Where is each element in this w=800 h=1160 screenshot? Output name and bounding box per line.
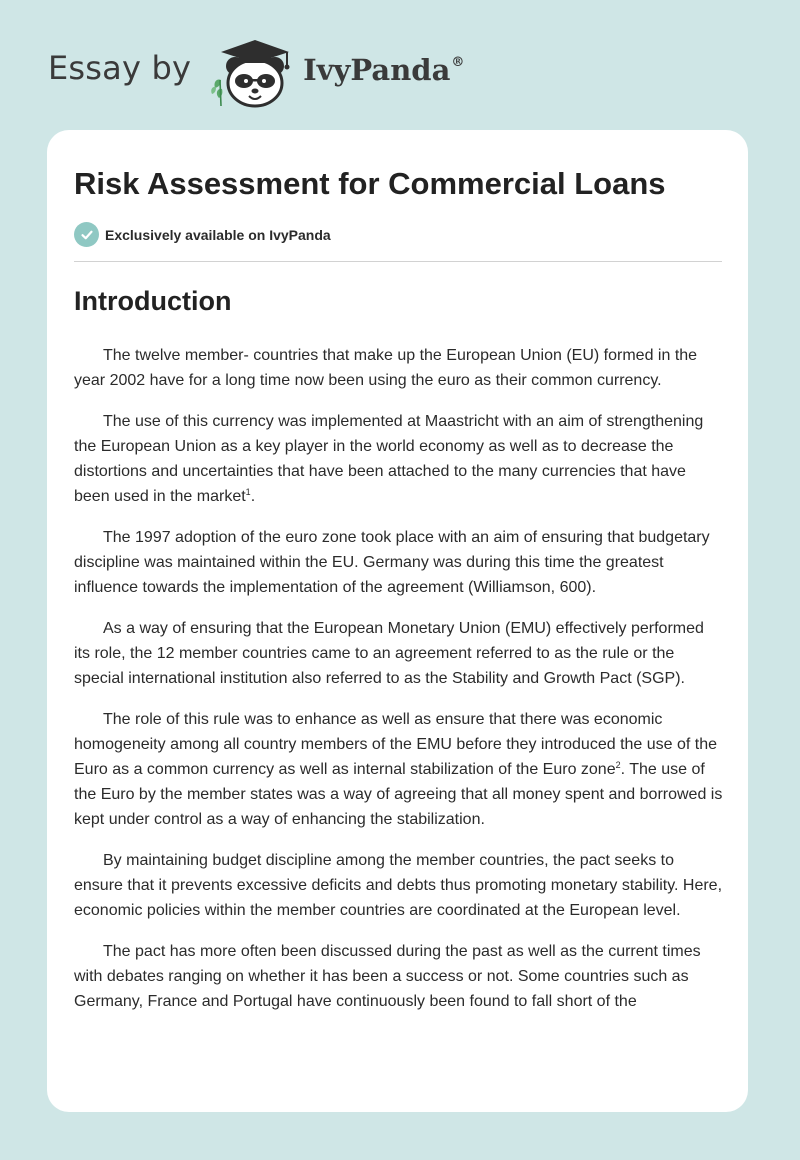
paragraph-text-tail: . (250, 488, 256, 505)
brand-name (303, 53, 464, 87)
paragraph-text: By maintaining budget discipline among the member countries, the pact seeks to ensure that it prevents excessive deficits and debts thus promoting monetary stability. Here, economic policies within the member countries are coordinated at the European level. (74, 852, 723, 919)
essay-card (47, 130, 748, 1112)
paragraph-text: The role of this rule was to enhance as well as ensure that there was economic homogeneity among all country members of the EMU before they introduced the use of the Euro as a common currency as well as internal stabilization of the Euro zone (74, 711, 718, 778)
paragraph (74, 409, 724, 509)
paragraph-text-tail: . The use of the Euro by the member states was a way of agreeing that all money spent and borrowed is kept under control as a way of enhancing the stabilization. (74, 761, 723, 828)
exclusive-badge (74, 222, 331, 247)
check-circle-icon (74, 222, 99, 247)
brand-name-text: IvyPanda (303, 53, 451, 87)
brand-prefix: Essay by (48, 49, 192, 87)
paragraph (74, 939, 724, 1014)
paragraph-text: As a way of ensuring that the European Monetary Union (EMU) effectively performed its role, the 12 member countries came to an agreement referred to as the rule or the special international institution also referred to as the Stability and Growth Pact (SGP). (74, 620, 704, 687)
paragraph (74, 848, 724, 923)
essay-body (74, 343, 724, 1030)
paragraph-text: The 1997 adoption of the euro zone took place with an aim of ensuring that budgetary discipline was maintained within the EU. Germany was during this time the greatest influence towards the implementation of the agreement (Williamson, 600). (74, 529, 710, 596)
paragraph (74, 525, 724, 600)
paragraph (74, 616, 724, 691)
header-divider (74, 261, 722, 262)
badge-text: Exclusively available on IvyPanda (105, 226, 331, 243)
section-heading-introduction: Introduction (74, 286, 232, 316)
paragraph-text: The pact has more often been discussed during the past as well as the current times with debates ranging on whether it has been a success or not. Some countries such as Germany, France and Portugal have continuously been found to fall short of the (74, 943, 701, 1010)
page-title: Risk Assessment for Commercial Loans (74, 166, 666, 201)
paragraph-text: The twelve member- countries that make up the European Union (EU) formed in the year 2002 have for a long time now been using the euro as their common currency. (74, 347, 698, 389)
paragraph (74, 343, 724, 393)
registered-mark: ® (451, 55, 465, 70)
paragraph-text: The use of this currency was implemented at Maastricht with an aim of strengthening the European Union as a key player in the world economy as well as to decrease the distortions and uncertainties that have been attached to the many currencies that have been used in the market (74, 413, 704, 505)
panda-graduate-icon (209, 36, 301, 108)
footnote-ref[interactable]: 1 (245, 487, 251, 497)
paragraph (74, 707, 724, 832)
footnote-ref[interactable]: 2 (615, 760, 621, 770)
brand-header[interactable] (48, 36, 464, 108)
